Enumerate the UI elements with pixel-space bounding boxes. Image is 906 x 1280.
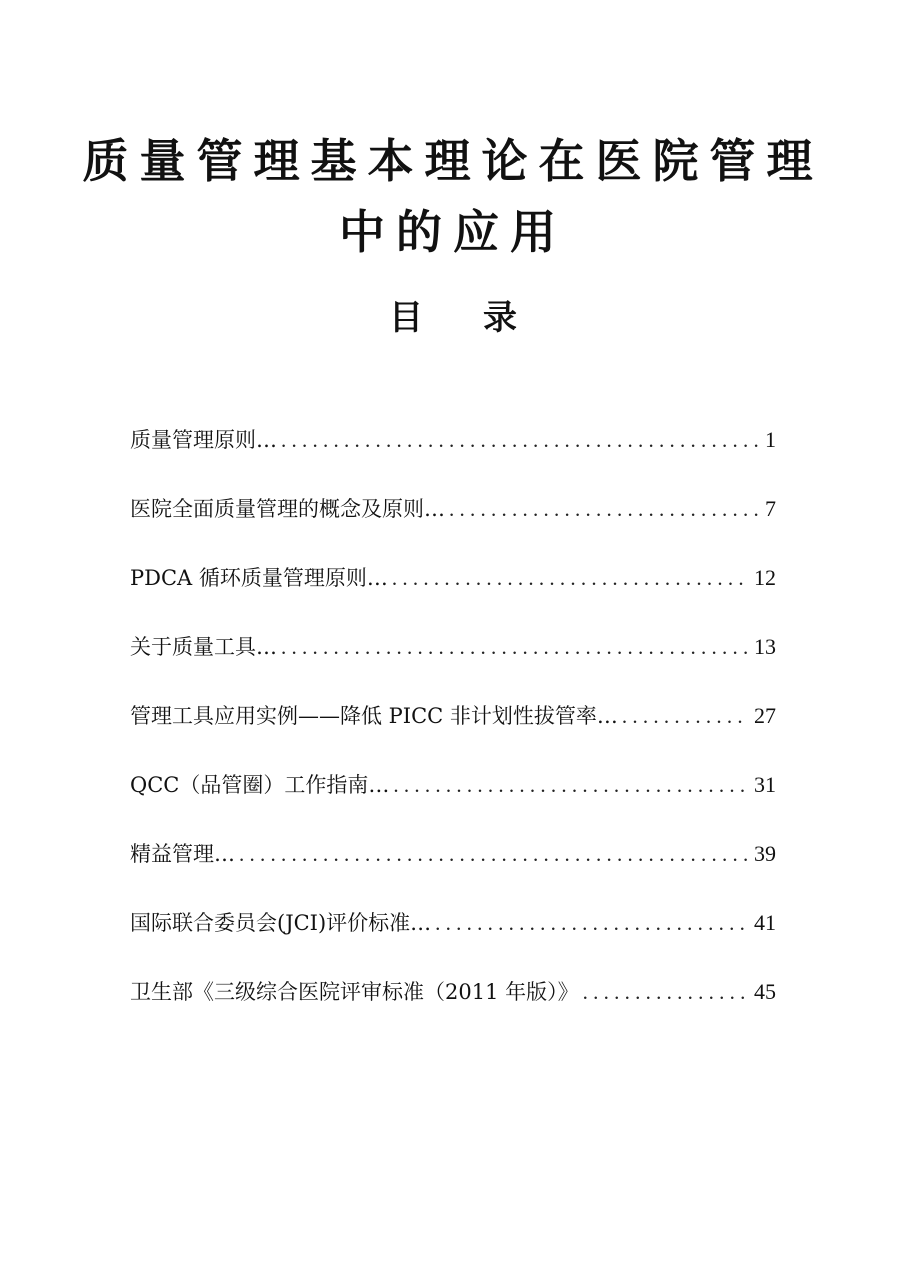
toc-entry-title: QCC（品管圈）工作指南… <box>130 773 390 797</box>
toc-entry-tertiary-hospital-standards[interactable] <box>130 972 776 1041</box>
toc-dot-leader <box>622 696 748 736</box>
toc-entry-qcc-guide[interactable] <box>130 765 776 834</box>
toc-dot-leader <box>583 972 748 1012</box>
toc-entry-pdca[interactable] <box>130 558 776 627</box>
toc-page-number: 1 <box>765 427 776 452</box>
toc-entry-quality-principles[interactable] <box>130 420 776 489</box>
toc-entry-title: 管理工具应用实例——降低 PICC 非计划性拔管率… <box>130 704 618 728</box>
toc-dot-leader <box>393 765 748 805</box>
toc-page-number: 13 <box>754 634 776 659</box>
table-of-contents <box>130 420 776 1041</box>
toc-entry-picc-case[interactable] <box>130 696 776 765</box>
toc-entry-title: 医院全面质量管理的概念及原则… <box>130 497 445 521</box>
toc-page-number: 12 <box>754 565 776 590</box>
document-title-line-1: 质量管理基本理论在医院管理 <box>82 134 824 188</box>
toc-heading-char-2: 录 <box>483 298 517 338</box>
toc-entry-quality-tools[interactable] <box>130 627 776 696</box>
toc-dot-leader <box>449 489 759 529</box>
toc-entry-title: 关于质量工具… <box>130 635 277 659</box>
toc-dot-leader <box>281 627 748 667</box>
toc-entry-tqm-concept[interactable] <box>130 489 776 558</box>
document-title-line-2: 中的应用 <box>339 205 567 259</box>
toc-page-number: 31 <box>754 772 776 797</box>
toc-entry-title: 卫生部《三级综合医院评审标准（2011 年版）》 <box>130 980 579 1004</box>
toc-entry-title: 国际联合委员会(JCI)评价标准… <box>130 911 432 935</box>
toc-heading-char-1: 目 <box>389 298 423 338</box>
toc-dot-leader <box>281 420 759 460</box>
toc-heading <box>0 292 906 344</box>
toc-page-number: 27 <box>754 703 776 728</box>
toc-entry-jci-standards[interactable] <box>130 903 776 972</box>
toc-entry-title: 精益管理… <box>130 842 235 866</box>
toc-dot-leader <box>392 558 748 598</box>
toc-dot-leader <box>435 903 748 943</box>
toc-page-number: 41 <box>754 910 776 935</box>
toc-entry-title: PDCA 循环质量管理原则… <box>130 566 388 590</box>
toc-page-number: 45 <box>754 979 776 1004</box>
toc-entry-lean-management[interactable] <box>130 834 776 903</box>
toc-page-number: 7 <box>765 496 776 521</box>
toc-page-number: 39 <box>754 841 776 866</box>
toc-entry-title: 质量管理原则… <box>130 428 277 452</box>
toc-dot-leader <box>239 834 748 874</box>
